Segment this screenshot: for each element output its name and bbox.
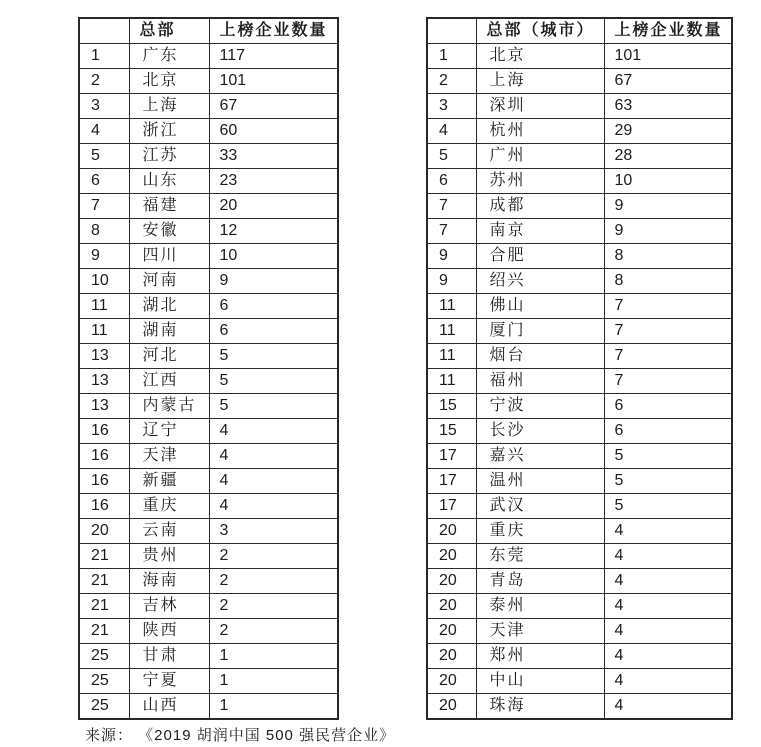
rank-cell: 11 [427, 294, 476, 319]
name-cell: 福州 [476, 369, 604, 394]
count-cell: 9 [604, 219, 732, 244]
count-cell: 7 [604, 344, 732, 369]
count-cell: 5 [209, 394, 338, 419]
name-cell: 江西 [129, 369, 209, 394]
table-row [427, 144, 732, 169]
count-cell: 7 [604, 294, 732, 319]
table-row [427, 494, 732, 519]
rank-cell: 20 [427, 594, 476, 619]
count-cell: 2 [209, 544, 338, 569]
name-cell: 成都 [476, 194, 604, 219]
column-header-name: 总部 [129, 18, 209, 44]
count-cell: 10 [604, 169, 732, 194]
count-cell: 4 [604, 644, 732, 669]
rank-cell: 21 [79, 569, 129, 594]
rank-cell: 7 [427, 194, 476, 219]
rank-cell: 11 [79, 319, 129, 344]
table-row [427, 269, 732, 294]
count-cell: 117 [209, 44, 338, 69]
table-row [427, 619, 732, 644]
name-cell: 天津 [129, 444, 209, 469]
count-cell: 29 [604, 119, 732, 144]
rank-cell: 1 [427, 44, 476, 69]
rank-cell: 6 [427, 169, 476, 194]
count-cell: 7 [604, 319, 732, 344]
rank-cell: 3 [427, 94, 476, 119]
table-row [427, 169, 732, 194]
rank-cell: 1 [79, 44, 129, 69]
header-row [79, 18, 338, 44]
rank-cell: 7 [427, 219, 476, 244]
name-cell: 天津 [476, 619, 604, 644]
count-cell: 5 [604, 444, 732, 469]
name-cell: 辽宁 [129, 419, 209, 444]
name-cell: 贵州 [129, 544, 209, 569]
count-cell: 101 [604, 44, 732, 69]
name-cell: 安徽 [129, 219, 209, 244]
table-row [427, 344, 732, 369]
count-cell: 101 [209, 69, 338, 94]
count-cell: 5 [209, 344, 338, 369]
table-row [427, 419, 732, 444]
rank-cell: 20 [427, 619, 476, 644]
name-cell: 上海 [476, 69, 604, 94]
rank-cell: 16 [79, 469, 129, 494]
province-rank-table [78, 17, 339, 720]
name-cell: 浙江 [129, 119, 209, 144]
count-cell: 63 [604, 94, 732, 119]
name-cell: 甘肃 [129, 644, 209, 669]
table-row [79, 419, 338, 444]
table-row [427, 194, 732, 219]
rank-cell: 16 [79, 419, 129, 444]
name-cell: 江苏 [129, 144, 209, 169]
count-cell: 6 [209, 319, 338, 344]
table-row [427, 519, 732, 544]
count-cell: 4 [209, 469, 338, 494]
name-cell: 宁夏 [129, 669, 209, 694]
rank-cell: 16 [79, 494, 129, 519]
table-row [427, 644, 732, 669]
name-cell: 绍兴 [476, 269, 604, 294]
rank-cell: 16 [79, 444, 129, 469]
rank-cell: 17 [427, 444, 476, 469]
name-cell: 东莞 [476, 544, 604, 569]
name-cell: 嘉兴 [476, 444, 604, 469]
name-cell: 佛山 [476, 294, 604, 319]
table-row [427, 119, 732, 144]
rank-cell: 21 [79, 544, 129, 569]
table-row [79, 244, 338, 269]
rank-cell: 10 [79, 269, 129, 294]
name-cell: 四川 [129, 244, 209, 269]
count-cell: 4 [604, 694, 732, 720]
count-cell: 6 [209, 294, 338, 319]
rank-cell: 11 [427, 344, 476, 369]
rank-cell: 11 [427, 369, 476, 394]
table-row [427, 94, 732, 119]
count-cell: 33 [209, 144, 338, 169]
table-row [79, 569, 338, 594]
count-cell: 2 [209, 619, 338, 644]
rank-cell: 8 [79, 219, 129, 244]
rank-cell: 13 [79, 369, 129, 394]
rank-cell: 20 [427, 569, 476, 594]
table-row [427, 294, 732, 319]
count-cell: 7 [604, 369, 732, 394]
table-row [79, 219, 338, 244]
rank-cell: 20 [427, 519, 476, 544]
count-cell: 9 [604, 194, 732, 219]
table-row [427, 369, 732, 394]
rank-cell: 3 [79, 94, 129, 119]
table-row [427, 469, 732, 494]
rank-cell: 20 [427, 544, 476, 569]
table-row [79, 369, 338, 394]
rank-cell: 2 [79, 69, 129, 94]
city-rank-table [426, 17, 733, 720]
name-cell: 南京 [476, 219, 604, 244]
rank-cell: 25 [79, 669, 129, 694]
table-row [79, 469, 338, 494]
table-row [79, 94, 338, 119]
name-cell: 珠海 [476, 694, 604, 720]
source-note: 来源： 《2019 胡润中国 500 强民营企业》 [85, 727, 396, 744]
name-cell: 云南 [129, 519, 209, 544]
rank-cell: 6 [79, 169, 129, 194]
table-row [79, 694, 338, 720]
name-cell: 杭州 [476, 119, 604, 144]
rank-cell: 17 [427, 494, 476, 519]
count-cell: 4 [604, 519, 732, 544]
name-cell: 青岛 [476, 569, 604, 594]
table-row [79, 169, 338, 194]
name-cell: 合肥 [476, 244, 604, 269]
table-row [79, 619, 338, 644]
rank-cell: 13 [79, 394, 129, 419]
table-row [427, 244, 732, 269]
table-row [79, 119, 338, 144]
table-row [79, 194, 338, 219]
name-cell: 重庆 [476, 519, 604, 544]
table-row [79, 319, 338, 344]
count-cell: 4 [604, 594, 732, 619]
name-cell: 吉林 [129, 594, 209, 619]
count-cell: 1 [209, 694, 338, 720]
name-cell: 苏州 [476, 169, 604, 194]
rank-cell: 15 [427, 419, 476, 444]
name-cell: 长沙 [476, 419, 604, 444]
name-cell: 北京 [129, 69, 209, 94]
count-cell: 67 [604, 69, 732, 94]
column-header-rank [427, 18, 476, 44]
rank-cell: 5 [427, 144, 476, 169]
name-cell: 重庆 [129, 494, 209, 519]
rank-cell: 20 [427, 694, 476, 720]
count-cell: 4 [604, 544, 732, 569]
count-cell: 60 [209, 119, 338, 144]
table-row [79, 69, 338, 94]
table-row [79, 144, 338, 169]
rank-cell: 7 [79, 194, 129, 219]
count-cell: 5 [604, 469, 732, 494]
table-row [427, 394, 732, 419]
count-cell: 4 [209, 444, 338, 469]
name-cell: 广东 [129, 44, 209, 69]
count-cell: 12 [209, 219, 338, 244]
table-row [79, 269, 338, 294]
table-row [427, 69, 732, 94]
count-cell: 1 [209, 669, 338, 694]
count-cell: 4 [209, 494, 338, 519]
table-row [79, 44, 338, 69]
rank-cell: 9 [79, 244, 129, 269]
count-cell: 3 [209, 519, 338, 544]
count-cell: 28 [604, 144, 732, 169]
name-cell: 武汉 [476, 494, 604, 519]
table-row [79, 394, 338, 419]
table-row [427, 669, 732, 694]
table-row [427, 569, 732, 594]
table-row [79, 594, 338, 619]
rank-cell: 20 [427, 644, 476, 669]
rank-cell: 9 [427, 244, 476, 269]
header-row [427, 18, 732, 44]
table-row [79, 519, 338, 544]
rank-cell: 20 [79, 519, 129, 544]
rank-cell: 17 [427, 469, 476, 494]
count-cell: 8 [604, 244, 732, 269]
name-cell: 郑州 [476, 644, 604, 669]
table-row [427, 694, 732, 720]
column-header-name: 总部（城市） [476, 18, 604, 44]
table-row [79, 344, 338, 369]
table-row [79, 444, 338, 469]
name-cell: 湖南 [129, 319, 209, 344]
table-row [427, 594, 732, 619]
name-cell: 烟台 [476, 344, 604, 369]
table-row [79, 669, 338, 694]
table-row [427, 444, 732, 469]
rank-cell: 11 [79, 294, 129, 319]
name-cell: 温州 [476, 469, 604, 494]
name-cell: 内蒙古 [129, 394, 209, 419]
count-cell: 67 [209, 94, 338, 119]
count-cell: 9 [209, 269, 338, 294]
count-cell: 5 [604, 494, 732, 519]
name-cell: 山东 [129, 169, 209, 194]
name-cell: 厦门 [476, 319, 604, 344]
count-cell: 1 [209, 644, 338, 669]
rank-cell: 5 [79, 144, 129, 169]
name-cell: 北京 [476, 44, 604, 69]
table-row [79, 544, 338, 569]
count-cell: 5 [209, 369, 338, 394]
count-cell: 6 [604, 394, 732, 419]
rank-cell: 4 [427, 119, 476, 144]
rank-cell: 25 [79, 694, 129, 720]
name-cell: 福建 [129, 194, 209, 219]
table-row [79, 644, 338, 669]
count-cell: 4 [604, 669, 732, 694]
table-row [427, 319, 732, 344]
name-cell: 湖北 [129, 294, 209, 319]
rank-cell: 25 [79, 644, 129, 669]
name-cell: 河北 [129, 344, 209, 369]
rank-cell: 15 [427, 394, 476, 419]
count-cell: 4 [209, 419, 338, 444]
count-cell: 2 [209, 594, 338, 619]
table-row [79, 294, 338, 319]
name-cell: 广州 [476, 144, 604, 169]
rank-cell: 20 [427, 669, 476, 694]
rank-cell: 9 [427, 269, 476, 294]
rank-cell: 13 [79, 344, 129, 369]
count-cell: 8 [604, 269, 732, 294]
count-cell: 4 [604, 569, 732, 594]
table-row [427, 544, 732, 569]
count-cell: 6 [604, 419, 732, 444]
name-cell: 河南 [129, 269, 209, 294]
table-row [427, 219, 732, 244]
rank-cell: 11 [427, 319, 476, 344]
name-cell: 上海 [129, 94, 209, 119]
count-cell: 20 [209, 194, 338, 219]
column-header-count: 上榜企业数量 [604, 18, 732, 44]
rank-cell: 21 [79, 619, 129, 644]
count-cell: 4 [604, 619, 732, 644]
rank-cell: 2 [427, 69, 476, 94]
rank-cell: 4 [79, 119, 129, 144]
table-row [79, 494, 338, 519]
count-cell: 2 [209, 569, 338, 594]
name-cell: 中山 [476, 669, 604, 694]
table-row [427, 44, 732, 69]
name-cell: 宁波 [476, 394, 604, 419]
name-cell: 山西 [129, 694, 209, 720]
name-cell: 海南 [129, 569, 209, 594]
name-cell: 新疆 [129, 469, 209, 494]
count-cell: 23 [209, 169, 338, 194]
rank-cell: 21 [79, 594, 129, 619]
column-header-rank [79, 18, 129, 44]
name-cell: 陕西 [129, 619, 209, 644]
column-header-count: 上榜企业数量 [209, 18, 338, 44]
name-cell: 泰州 [476, 594, 604, 619]
name-cell: 深圳 [476, 94, 604, 119]
count-cell: 10 [209, 244, 338, 269]
